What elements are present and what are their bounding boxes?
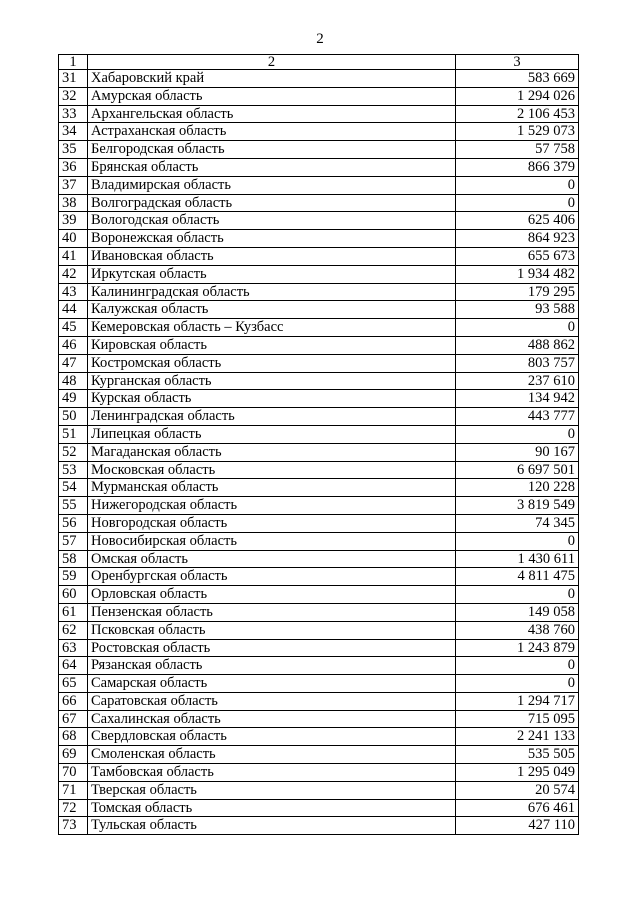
- amount-cell: 2 106 453: [456, 105, 579, 123]
- table-row: [59, 194, 579, 212]
- table-row: [59, 336, 579, 354]
- table-row: [59, 283, 579, 301]
- region-name-cell: Тверская область: [88, 781, 456, 799]
- row-number-cell: 46: [59, 336, 88, 354]
- table-row: [59, 568, 579, 586]
- amount-cell: 237 610: [456, 372, 579, 390]
- table-row: [59, 799, 579, 817]
- table-row: [59, 70, 579, 88]
- row-number-cell: 62: [59, 621, 88, 639]
- row-number-cell: 68: [59, 728, 88, 746]
- table-row: [59, 408, 579, 426]
- region-name-cell: Липецкая область: [88, 425, 456, 443]
- amount-cell: 0: [456, 319, 579, 337]
- row-number-cell: 53: [59, 461, 88, 479]
- region-name-cell: Ивановская область: [88, 247, 456, 265]
- table-row: [59, 158, 579, 176]
- header-col-3: 3: [456, 55, 579, 70]
- row-number-cell: 44: [59, 301, 88, 319]
- region-name-cell: Псковская область: [88, 621, 456, 639]
- table-row: [59, 764, 579, 782]
- amount-cell: 1 934 482: [456, 265, 579, 283]
- row-number-cell: 34: [59, 123, 88, 141]
- row-number-cell: 72: [59, 799, 88, 817]
- region-name-cell: Сахалинская область: [88, 710, 456, 728]
- row-number-cell: 48: [59, 372, 88, 390]
- amount-cell: 90 167: [456, 443, 579, 461]
- row-number-cell: 43: [59, 283, 88, 301]
- region-name-cell: Калининградская область: [88, 283, 456, 301]
- table-row: [59, 603, 579, 621]
- row-number-cell: 41: [59, 247, 88, 265]
- amount-cell: 0: [456, 657, 579, 675]
- row-number-cell: 54: [59, 479, 88, 497]
- row-number-cell: 40: [59, 230, 88, 248]
- row-number-cell: 73: [59, 817, 88, 835]
- region-name-cell: Омская область: [88, 550, 456, 568]
- table-row: [59, 817, 579, 835]
- row-number-cell: 50: [59, 408, 88, 426]
- row-number-cell: 65: [59, 675, 88, 693]
- region-name-cell: Волгоградская область: [88, 194, 456, 212]
- table-row: [59, 372, 579, 390]
- table-row: [59, 87, 579, 105]
- region-name-cell: Калужская область: [88, 301, 456, 319]
- region-name-cell: Курганская область: [88, 372, 456, 390]
- amount-cell: 57 758: [456, 141, 579, 159]
- row-number-cell: 35: [59, 141, 88, 159]
- table-row: [59, 230, 579, 248]
- table-row: [59, 265, 579, 283]
- page-number: 2: [316, 31, 324, 47]
- amount-cell: 0: [456, 194, 579, 212]
- amount-cell: 583 669: [456, 70, 579, 88]
- row-number-cell: 71: [59, 781, 88, 799]
- table-row: [59, 479, 579, 497]
- region-name-cell: Тульская область: [88, 817, 456, 835]
- table-row: [59, 212, 579, 230]
- amount-cell: 74 345: [456, 514, 579, 532]
- table-row: [59, 586, 579, 604]
- amount-cell: 438 760: [456, 621, 579, 639]
- table-row: [59, 710, 579, 728]
- row-number-cell: 38: [59, 194, 88, 212]
- table-row: [59, 550, 579, 568]
- region-name-cell: Воронежская область: [88, 230, 456, 248]
- table-row: [59, 390, 579, 408]
- table-row: [59, 461, 579, 479]
- amount-cell: 179 295: [456, 283, 579, 301]
- amount-cell: 149 058: [456, 603, 579, 621]
- amount-cell: 488 862: [456, 336, 579, 354]
- amount-cell: 3 819 549: [456, 497, 579, 515]
- region-name-cell: Томская область: [88, 799, 456, 817]
- region-name-cell: Мурманская область: [88, 479, 456, 497]
- amount-cell: 427 110: [456, 817, 579, 835]
- amount-cell: 93 588: [456, 301, 579, 319]
- row-number-cell: 69: [59, 746, 88, 764]
- region-name-cell: Иркутская область: [88, 265, 456, 283]
- row-number-cell: 57: [59, 532, 88, 550]
- region-name-cell: Магаданская область: [88, 443, 456, 461]
- table-row: [59, 443, 579, 461]
- row-number-cell: 67: [59, 710, 88, 728]
- amount-cell: 803 757: [456, 354, 579, 372]
- amount-cell: 0: [456, 675, 579, 693]
- amount-cell: 655 673: [456, 247, 579, 265]
- row-number-cell: 31: [59, 70, 88, 88]
- row-number-cell: 58: [59, 550, 88, 568]
- table-row: [59, 497, 579, 515]
- amount-cell: 6 697 501: [456, 461, 579, 479]
- table-row: [59, 247, 579, 265]
- region-name-cell: Астраханская область: [88, 123, 456, 141]
- region-name-cell: Кировская область: [88, 336, 456, 354]
- row-number-cell: 51: [59, 425, 88, 443]
- row-number-cell: 60: [59, 586, 88, 604]
- amount-cell: 134 942: [456, 390, 579, 408]
- table-row: [59, 657, 579, 675]
- amount-cell: 535 505: [456, 746, 579, 764]
- row-number-cell: 49: [59, 390, 88, 408]
- amount-cell: 1 295 049: [456, 764, 579, 782]
- header-col-1: 1: [59, 55, 88, 70]
- row-number-cell: 59: [59, 568, 88, 586]
- table-body: [59, 70, 579, 835]
- row-number-cell: 33: [59, 105, 88, 123]
- amount-cell: 715 095: [456, 710, 579, 728]
- region-name-cell: Ростовская область: [88, 639, 456, 657]
- region-name-cell: Новгородская область: [88, 514, 456, 532]
- row-number-cell: 37: [59, 176, 88, 194]
- region-name-cell: Архангельская область: [88, 105, 456, 123]
- table-row: [59, 301, 579, 319]
- amount-cell: 866 379: [456, 158, 579, 176]
- row-number-cell: 32: [59, 87, 88, 105]
- table-row: [59, 319, 579, 337]
- table-row: [59, 354, 579, 372]
- region-name-cell: Саратовская область: [88, 692, 456, 710]
- amount-cell: 443 777: [456, 408, 579, 426]
- region-name-cell: Новосибирская область: [88, 532, 456, 550]
- row-number-cell: 70: [59, 764, 88, 782]
- row-number-cell: 39: [59, 212, 88, 230]
- row-number-cell: 52: [59, 443, 88, 461]
- region-name-cell: Пензенская область: [88, 603, 456, 621]
- amount-cell: 0: [456, 425, 579, 443]
- amount-cell: 1 529 073: [456, 123, 579, 141]
- table-row: [59, 692, 579, 710]
- table-row: [59, 781, 579, 799]
- row-number-cell: 45: [59, 319, 88, 337]
- table-row: [59, 425, 579, 443]
- table-row: [59, 141, 579, 159]
- region-name-cell: Белгородская область: [88, 141, 456, 159]
- amount-cell: 625 406: [456, 212, 579, 230]
- table-row: [59, 639, 579, 657]
- region-name-cell: Московская область: [88, 461, 456, 479]
- amount-cell: 676 461: [456, 799, 579, 817]
- region-name-cell: Кемеровская область – Кузбасс: [88, 319, 456, 337]
- amount-cell: 1 294 717: [456, 692, 579, 710]
- amount-cell: 1 243 879: [456, 639, 579, 657]
- row-number-cell: 63: [59, 639, 88, 657]
- table-header: [59, 55, 579, 70]
- amount-cell: 0: [456, 532, 579, 550]
- region-name-cell: Тамбовская область: [88, 764, 456, 782]
- row-number-cell: 61: [59, 603, 88, 621]
- amount-cell: 0: [456, 176, 579, 194]
- amount-cell: 2 241 133: [456, 728, 579, 746]
- region-name-cell: Курская область: [88, 390, 456, 408]
- region-name-cell: Свердловская область: [88, 728, 456, 746]
- region-name-cell: Амурская область: [88, 87, 456, 105]
- data-table: [58, 54, 579, 835]
- region-name-cell: Самарская область: [88, 675, 456, 693]
- amount-cell: 864 923: [456, 230, 579, 248]
- region-name-cell: Орловская область: [88, 586, 456, 604]
- amount-cell: 120 228: [456, 479, 579, 497]
- row-number-cell: 64: [59, 657, 88, 675]
- amount-cell: 20 574: [456, 781, 579, 799]
- header-row: [59, 55, 579, 70]
- row-number-cell: 56: [59, 514, 88, 532]
- table-row: [59, 514, 579, 532]
- row-number-cell: 36: [59, 158, 88, 176]
- table-row: [59, 105, 579, 123]
- region-name-cell: Вологодская область: [88, 212, 456, 230]
- region-name-cell: Смоленская область: [88, 746, 456, 764]
- table-row: [59, 746, 579, 764]
- region-name-cell: Брянская область: [88, 158, 456, 176]
- region-name-cell: Костромская область: [88, 354, 456, 372]
- table-row: [59, 728, 579, 746]
- row-number-cell: 66: [59, 692, 88, 710]
- table-row: [59, 621, 579, 639]
- region-name-cell: Хабаровский край: [88, 70, 456, 88]
- row-number-cell: 47: [59, 354, 88, 372]
- table-row: [59, 532, 579, 550]
- region-name-cell: Владимирская область: [88, 176, 456, 194]
- region-name-cell: Оренбургская область: [88, 568, 456, 586]
- region-name-cell: Рязанская область: [88, 657, 456, 675]
- header-col-2: 2: [88, 55, 456, 70]
- table-row: [59, 675, 579, 693]
- region-name-cell: Нижегородская область: [88, 497, 456, 515]
- amount-cell: 0: [456, 586, 579, 604]
- region-name-cell: Ленинградская область: [88, 408, 456, 426]
- table-row: [59, 123, 579, 141]
- amount-cell: 1 294 026: [456, 87, 579, 105]
- row-number-cell: 42: [59, 265, 88, 283]
- amount-cell: 1 430 611: [456, 550, 579, 568]
- row-number-cell: 55: [59, 497, 88, 515]
- table-row: [59, 176, 579, 194]
- amount-cell: 4 811 475: [456, 568, 579, 586]
